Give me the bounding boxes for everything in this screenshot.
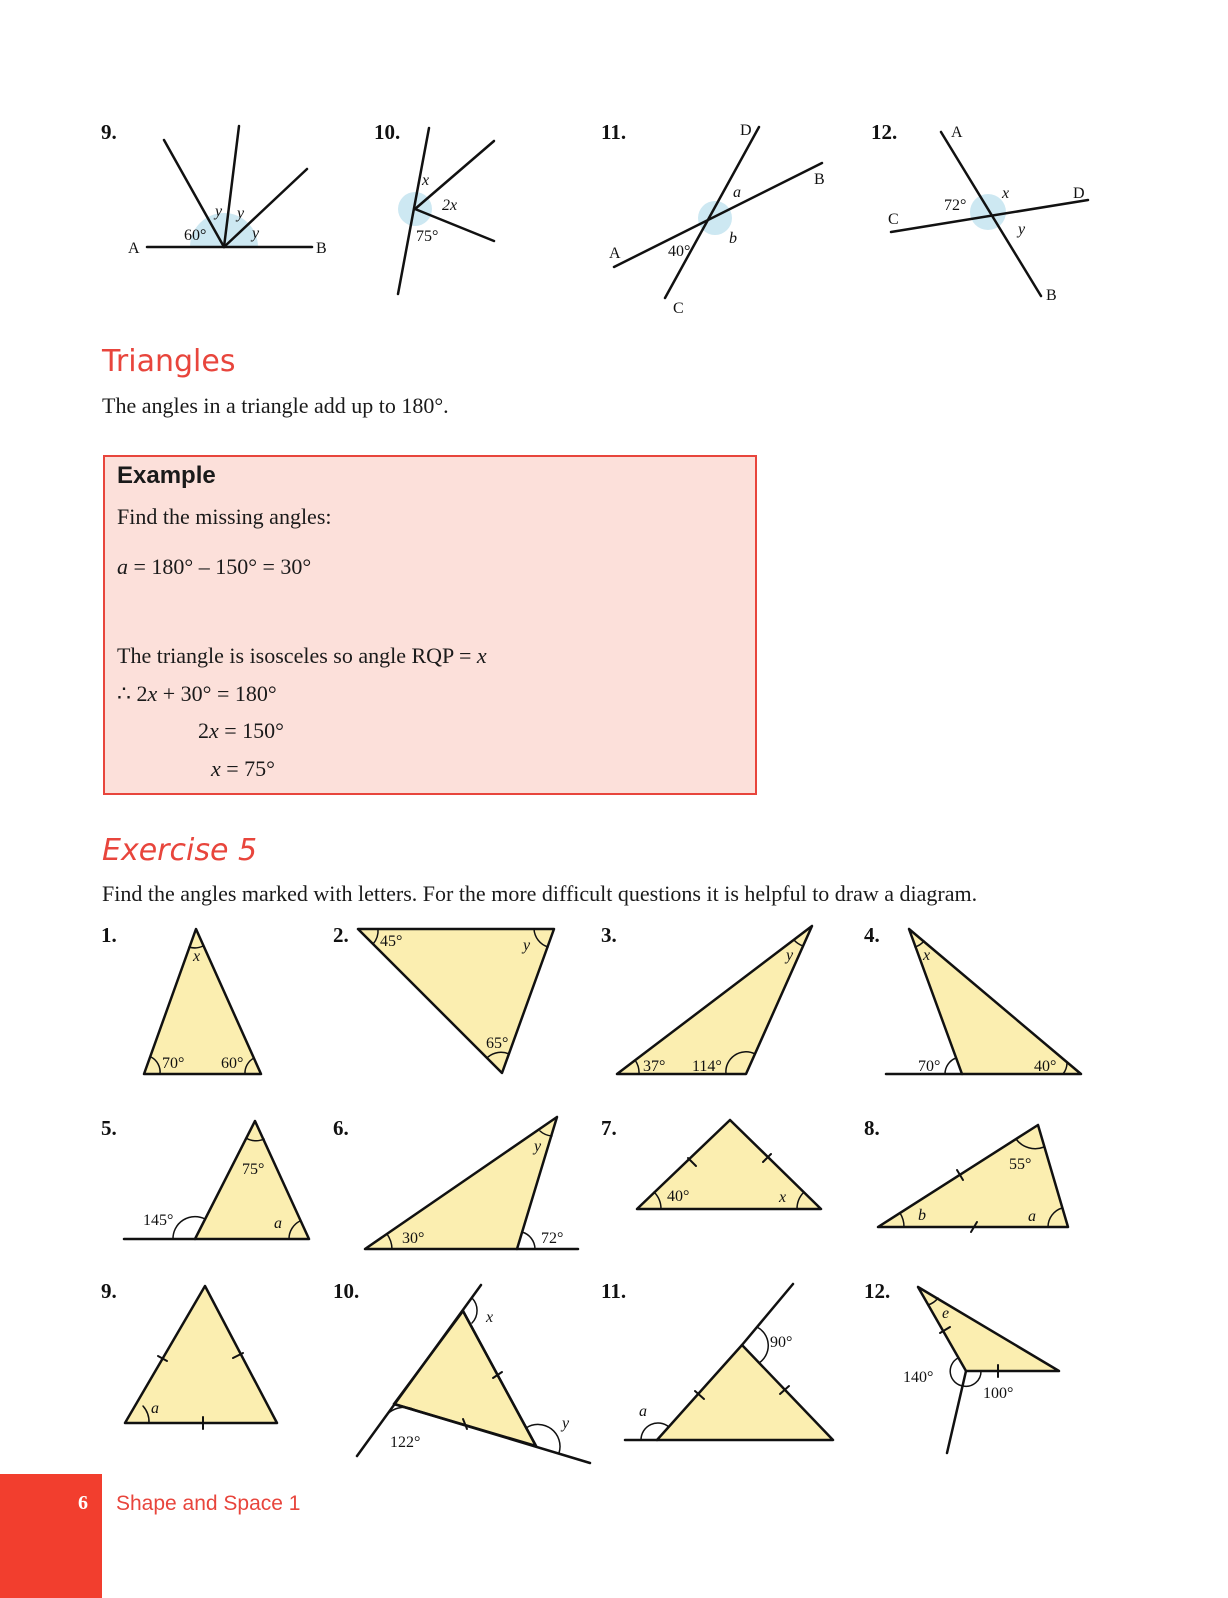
top-q9-diagram <box>101 120 327 257</box>
angle-label: 122° <box>390 1434 421 1451</box>
variable-label: a <box>733 184 741 201</box>
angle-label: 100° <box>983 1385 1014 1402</box>
triangles-intro: The angles in a triangle add up to 180°. <box>102 393 449 418</box>
variable: x <box>476 643 487 668</box>
page-number: 6 <box>78 1492 88 1514</box>
exercise-q11-diagram <box>601 1279 833 1440</box>
point-label: C <box>673 300 684 317</box>
question-number: 5. <box>101 1116 117 1140</box>
variable-label: y <box>215 203 223 220</box>
variable-label: y <box>562 1415 570 1432</box>
angle-label: 140° <box>903 1369 934 1386</box>
angle-label: 37° <box>643 1058 666 1075</box>
example-line-3 <box>117 681 277 707</box>
angle-label: 60° <box>221 1055 244 1072</box>
example-line-2 <box>117 643 487 669</box>
example-line-1 <box>117 554 311 580</box>
angle-label: 72° <box>944 197 967 214</box>
variable-label: a <box>639 1403 647 1420</box>
exercise-q6-diagram <box>333 1116 578 1249</box>
question-number: 6. <box>333 1116 349 1140</box>
exercise-q12-diagram <box>864 1279 1059 1453</box>
variable-label: x <box>1002 185 1010 202</box>
point-label: B <box>316 240 327 257</box>
variable-label: y <box>1018 221 1026 238</box>
exercise-q7-diagram <box>601 1116 821 1209</box>
equation-text: + 30° = 180° <box>157 681 277 706</box>
angle-label: 70° <box>918 1058 941 1075</box>
exercise-q3-diagram <box>601 923 812 1075</box>
example-line-5 <box>211 756 275 782</box>
equation-text: ∴ 2 <box>117 681 148 706</box>
point-label: D <box>1073 185 1085 202</box>
angle-label: 45° <box>380 933 403 950</box>
variable-label: y <box>523 937 531 954</box>
question-number: 10. <box>374 120 401 144</box>
equation-text: = 150° <box>218 718 284 743</box>
point-label: C <box>888 211 899 228</box>
section-title-triangles: Triangles <box>102 344 236 379</box>
exercise-q4-diagram <box>864 923 1081 1075</box>
variable-label: y <box>534 1138 542 1155</box>
example-line-4 <box>198 718 284 744</box>
question-number: 11. <box>601 120 627 144</box>
variable-label: x <box>193 948 201 965</box>
angle-label: 90° <box>770 1334 793 1351</box>
variable-label: b <box>729 230 737 247</box>
variable-label: y <box>237 205 245 222</box>
angle-label: 40° <box>667 1188 690 1205</box>
equation-text: The triangle is isosceles so angle RQP = <box>117 643 477 668</box>
question-number: 1. <box>101 923 117 947</box>
angle-label: 65° <box>486 1035 509 1052</box>
angle-label: 30° <box>402 1230 425 1247</box>
top-q12-diagram <box>871 120 1088 304</box>
variable: x <box>211 756 221 781</box>
variable-label: y <box>786 947 794 964</box>
variable: a <box>117 554 128 579</box>
question-number: 9. <box>101 1279 117 1303</box>
point-label: B <box>814 171 825 188</box>
angle-label: 75° <box>242 1161 265 1178</box>
exercise-q2-diagram <box>333 923 554 1073</box>
angle-label: 40° <box>1034 1058 1057 1075</box>
angle-label: 70° <box>162 1055 185 1072</box>
variable-label: a <box>1028 1208 1036 1225</box>
equation-text: = 180° – 150° = 30° <box>128 554 312 579</box>
question-number: 12. <box>864 1279 891 1303</box>
question-number: 12. <box>871 120 898 144</box>
angle-label: 75° <box>416 228 439 245</box>
example-prompt: Find the missing angles: <box>117 504 332 529</box>
variable: x <box>209 718 219 743</box>
variable-label: b <box>918 1207 926 1224</box>
angle-label: 55° <box>1009 1156 1032 1173</box>
chapter-title: Shape and Space 1 <box>116 1492 301 1515</box>
angle-label: 60° <box>184 227 207 244</box>
variable-label: x <box>779 1189 787 1206</box>
exercise-instructions: Find the angles marked with letters. For the more difficult questions it is helpful to draw a diagram. <box>102 881 978 906</box>
point-label: A <box>128 240 140 257</box>
point-label: A <box>951 124 963 141</box>
variable-label: 2x <box>442 197 458 214</box>
question-number: 2. <box>333 923 349 947</box>
angle-label: 145° <box>143 1212 174 1229</box>
exercise-q1-diagram <box>101 923 261 1074</box>
question-number: 7. <box>601 1116 617 1140</box>
variable-label: a <box>274 1215 282 1232</box>
exercise-q5-diagram <box>101 1116 309 1239</box>
top-q11-diagram <box>601 120 825 317</box>
variable-label: e <box>942 1305 950 1322</box>
point-label: B <box>1046 287 1057 304</box>
variable-label: x <box>422 172 430 189</box>
equation-text: 2 <box>198 718 209 743</box>
question-number: 11. <box>601 1279 627 1303</box>
variable-label: x <box>486 1309 494 1326</box>
equation-text: = 75° <box>220 756 275 781</box>
variable-label: y <box>252 225 260 242</box>
angle-label: 40° <box>668 243 691 260</box>
point-label: D <box>740 122 752 139</box>
exercise-q8-diagram <box>864 1116 1068 1232</box>
angle-label: 114° <box>692 1058 722 1075</box>
variable: x <box>147 681 158 706</box>
question-number: 10. <box>333 1279 360 1303</box>
variable-label: a <box>151 1400 159 1417</box>
angle-label: 72° <box>541 1230 564 1247</box>
point-label: A <box>609 245 621 262</box>
question-number: 9. <box>101 120 117 144</box>
top-q10-diagram <box>374 120 494 294</box>
exercise-title: Exercise 5 <box>102 833 258 868</box>
question-number: 8. <box>864 1116 880 1140</box>
exercise-q10-diagram <box>333 1279 590 1463</box>
question-number: 4. <box>864 923 880 947</box>
exercise-q9-diagram <box>101 1279 277 1429</box>
example-heading: Example <box>117 462 216 489</box>
variable-label: x <box>923 947 931 964</box>
question-number: 3. <box>601 923 617 947</box>
